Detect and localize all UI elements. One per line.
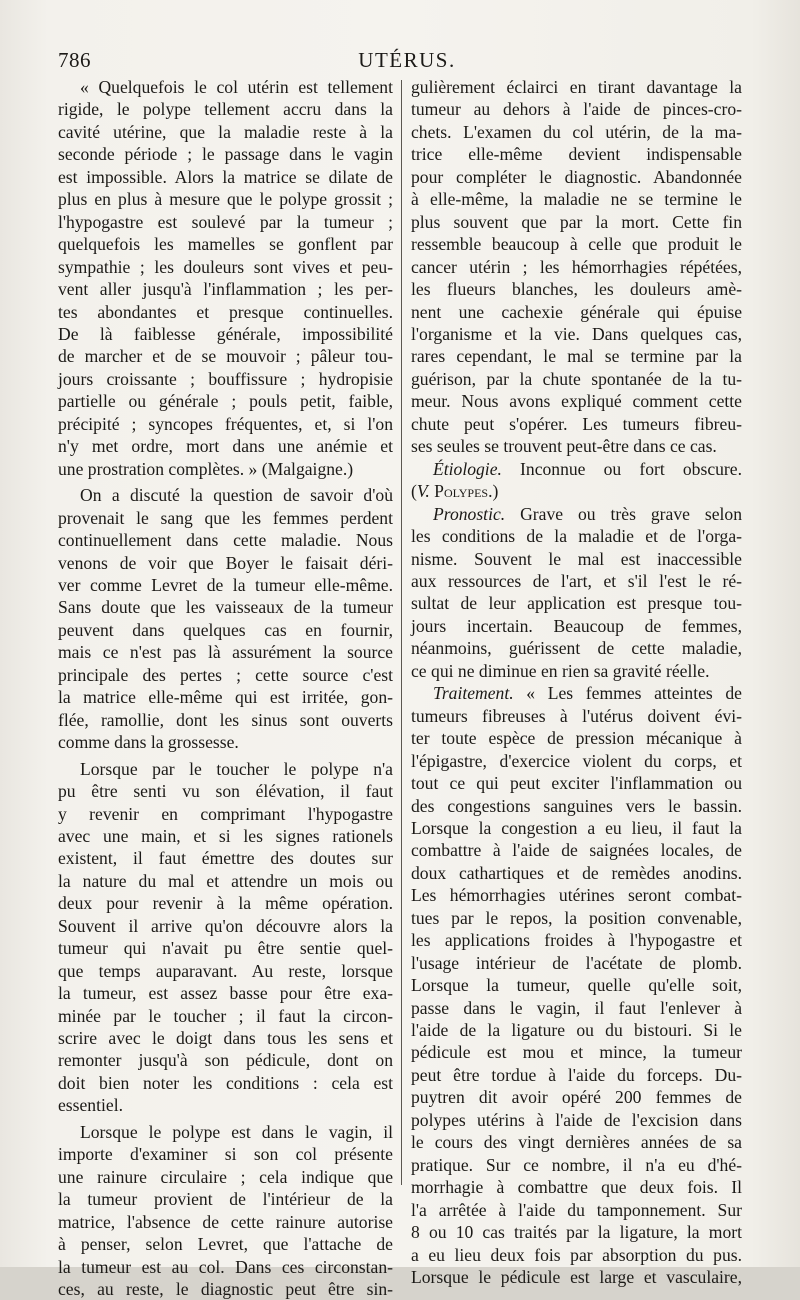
text-line: jours incertain. Beaucoup de femmes,	[411, 615, 742, 636]
text-line: guérison, par la chute spontanée de la tu-	[411, 368, 742, 389]
text-line: existent, il faut émettre des doutes sur	[58, 848, 393, 869]
text-line: mais ce n'est pas là assurément la source	[58, 642, 393, 663]
text-line: Traitement. « Les femmes atteintes de	[433, 683, 742, 704]
text-line: (V. Polypes.)	[411, 481, 499, 502]
text-line: ter toute espèce de pression mécanique à	[411, 728, 742, 749]
text-line: plus souvent que par la mort. Cette fin	[411, 211, 742, 232]
text-line: passe dans le vagin, il faut l'enlever à	[411, 997, 742, 1018]
text-line: tumeurs fibreuses à l'utérus doivent évi-	[411, 705, 742, 726]
text-line: la tumeur, est assez basse pour être exa-	[58, 983, 393, 1004]
text-line: tues par le repos, la position convenable,	[411, 907, 742, 928]
text-line: sultat de leur application est presque tou-	[411, 593, 742, 614]
see-reference: V.	[416, 481, 430, 502]
text-line: Lorsque par le toucher le polype n'a	[80, 758, 393, 779]
text-line: les flueurs blanches, les douleurs amè-	[411, 279, 742, 300]
text-line: est impossible. Alors la matrice se dilate de	[58, 166, 393, 187]
text-line: doux cathartiques et de remèdes anodins.	[411, 862, 742, 883]
section-lead: Traitement.	[433, 683, 514, 704]
text-line: peuvent dans quelques cas en fournir,	[58, 619, 393, 640]
text-line: peut être tordue à l'aide du forceps. Du-	[411, 1064, 742, 1085]
text-line: « Quelquefois le col utérin est tellement	[80, 77, 393, 97]
text-line: des congestions sanguines vers le bassin.	[411, 795, 742, 816]
text-line: provenait le sang que les femmes perdent	[58, 507, 393, 528]
text-line: aux ressources de l'art, et s'il l'est le ré-	[411, 570, 742, 591]
text-line: venons de voir que Boyer le faisait déri-	[58, 552, 393, 573]
text-line: chute peut s'opérer. Les tumeurs fibreu-	[411, 413, 742, 434]
text-line: une prostration complètes. » (Malgaigne.)	[58, 458, 354, 479]
text-line: Pronostic. Grave ou très grave selon	[433, 503, 742, 524]
text-line: Sans doute que les vaisseaux de la tumeur	[58, 597, 393, 618]
text-line: seconde période ; le passage dans le vagin	[58, 144, 393, 165]
text-line: tumeur au dehors à l'aide de pinces-cro-	[411, 99, 742, 120]
text-line: Lorsque le polype est dans le vagin, il	[80, 1121, 393, 1142]
page-header	[58, 48, 756, 74]
text-line: ses seules se trouvent peut-être dans ce cas.	[411, 436, 717, 457]
text-line: la matrice elle-même qui est irritée, gon-	[58, 687, 393, 708]
text-line: à penser, selon Levret, que l'attache de	[58, 1234, 393, 1255]
column-divider	[401, 80, 402, 1185]
text-line: jours croissante ; bouffissure ; hydropisie	[58, 368, 393, 389]
text-line: Lorsque la congestion a eu lieu, il faut la	[411, 817, 742, 838]
text-line: polypes utérins à l'aide de l'excision dans	[411, 1109, 742, 1130]
text-line: nent une cachexie générale qui épuise	[411, 301, 742, 322]
text-line: tout ce qui peut exciter l'inflammation ou	[411, 773, 742, 794]
text-line: nisme. Souvent le mal est inaccessible	[411, 548, 742, 569]
text-line: une rainure circulaire ; cela indique que	[58, 1166, 393, 1187]
text-line: tes abondantes et presque continuelles.	[58, 301, 393, 322]
text-line: essentiel.	[58, 1095, 123, 1116]
section-lead: Étiologie.	[433, 458, 502, 479]
text-line: Étiologie. Inconnue ou fort obscure.	[433, 458, 742, 479]
text-line: pu être senti vu son élévation, il faut	[58, 781, 393, 802]
text-line: l'hypogastre est soulevé par la tumeur ;	[58, 211, 393, 232]
text-line: que temps auparavant. Au reste, lorsque	[58, 960, 393, 981]
text-line: sympathie ; les douleurs sont vives et peu-	[58, 256, 393, 277]
text-line: l'organisme et la vie. Dans quelques cas,	[411, 323, 742, 344]
text-line: néanmoins, guérissent de cette maladie,	[411, 638, 742, 659]
text-line: combattre à l'aide de saignées locales, de	[411, 840, 742, 861]
text-line: pratique. Sur ce nombre, il n'a eu d'hé-	[411, 1154, 742, 1175]
text-line: la tumeur provient de l'intérieur de la	[58, 1189, 393, 1210]
text-line: rigide, le polype tellement accru dans la	[58, 99, 393, 120]
text-line: puytren dit avoir opéré 200 femmes de	[411, 1087, 742, 1108]
right-column	[411, 76, 742, 1288]
text-line: pour compléter le diagnostic. Abandonnée	[411, 166, 742, 187]
text-line: ressemble beaucoup à celle que produit le	[411, 234, 742, 255]
text-line: précipité ; syncopes fréquentes, et, si l'on	[58, 413, 393, 434]
text-line: quelquefois les mamelles se gonflent par	[58, 234, 393, 255]
text-line: Souvent il arrive qu'on découvre alors la	[58, 915, 393, 936]
running-head: UTÉRUS.	[358, 48, 456, 72]
text-line: On a discuté la question de savoir d'où	[80, 485, 393, 506]
left-column	[58, 76, 393, 1300]
text-line: l'a arrêtée à l'aide du tamponnement. Sur	[411, 1199, 742, 1220]
text-line: le cours des vingt dernières années de sa	[411, 1132, 742, 1153]
text-line: matrice, l'absence de cette rainure autorise	[58, 1211, 393, 1232]
text-line: la nature du mal et attendre un mois ou	[58, 870, 393, 891]
cross-reference: Polypes	[434, 481, 489, 502]
text-line: 8 ou 10 cas traités par la ligature, la mort	[411, 1222, 742, 1243]
section-lead: Pronostic.	[433, 503, 506, 524]
text-line: Les hémorrhagies utérines seront combat-	[411, 885, 742, 906]
page-number: 786	[58, 48, 91, 72]
text-line: les conditions de la maladie et de l'orga-	[411, 526, 742, 547]
text-line: cavité utérine, que la maladie reste à la	[58, 121, 393, 142]
text-line: vent aller jusqu'à l'inflammation ; les per-	[58, 279, 393, 300]
text-line: pédicule est mou et mince, la tumeur	[411, 1042, 742, 1063]
text-line: gulièrement éclairci en tirant davantage la	[411, 77, 742, 97]
text-line: deux pour revenir à la même opération.	[58, 893, 393, 914]
text-line: avec une main, et si les signes rationels	[58, 825, 393, 846]
text-line: plus en plus à mesure que le polype grossit ;	[58, 189, 393, 210]
text-line: trice elle-même devient indispensable	[411, 144, 742, 165]
text-line: la tumeur est au col. Dans ces circonstan-	[58, 1256, 393, 1277]
text-line: de marcher et de se mouvoir ; pâleur tou-	[58, 346, 393, 367]
text-line: morrhagie à combattre que deux fois. Il	[411, 1177, 742, 1198]
text-line: rares cependant, le mal se termine par la	[411, 346, 742, 367]
text-line: ce qui ne diminue en rien sa gravité réelle.	[411, 660, 710, 681]
text-line: y revenir en comprimant l'hypogastre	[58, 803, 393, 824]
text-line: doit bien noter les conditions : cela est	[58, 1072, 393, 1093]
text-line: remonter jusqu'à son pédicule, dont on	[58, 1050, 393, 1071]
text-line: ces, au reste, le diagnostic peut être sin-	[58, 1279, 393, 1300]
text-line: l'épigastre, d'exercice violent du corps, et	[411, 750, 742, 771]
text-line: cancer utérin ; les hémorrhagies répétées,	[411, 256, 742, 277]
text-line: l'usage intérieur de l'acétate de plomb.	[411, 952, 742, 973]
text-line: n'y met ordre, mort dans une anémie et	[58, 436, 393, 457]
text-line: flée, ramollie, dont les sinus sont ouverts	[58, 709, 393, 730]
text-line: De là faiblesse générale, impossibilité	[58, 323, 393, 344]
text-line: partielle ou générale ; pouls petit, faible,	[58, 391, 393, 412]
text-line: chets. L'examen du col utérin, de la ma-	[411, 121, 742, 142]
text-line: ver comme Levret de la tumeur elle-même.	[58, 574, 393, 595]
text-line: à elle-même, la maladie ne se termine le	[411, 189, 742, 210]
text-line: l'aide de la ligature ou du bistouri. Si le	[411, 1020, 742, 1041]
text-line: comme dans la grossesse.	[58, 732, 239, 753]
text-line: a eu lieu deux fois par absorption du pus.	[411, 1244, 742, 1265]
text-line: importe d'examiner si son col présente	[58, 1144, 393, 1165]
text-line: meur. Nous avons expliqué comment cette	[411, 391, 742, 412]
text-line: minée par le toucher ; il faut la circon-	[58, 1005, 393, 1026]
text-line: scrire avec le doigt dans tous les sens et	[58, 1028, 393, 1049]
text-line: Lorsque le pédicule est large et vasculaire,	[411, 1267, 742, 1288]
text-line: Lorsque la tumeur, quelle qu'elle soit,	[411, 975, 742, 996]
text-line: les applications froides à l'hypogastre et	[411, 930, 742, 951]
text-line: principale des pertes ; cette source c'est	[58, 664, 393, 685]
text-line: tumeur qui n'avait pu être sentie quel-	[58, 938, 393, 959]
text-line: continuellement dans cette maladie. Nous	[58, 530, 393, 551]
